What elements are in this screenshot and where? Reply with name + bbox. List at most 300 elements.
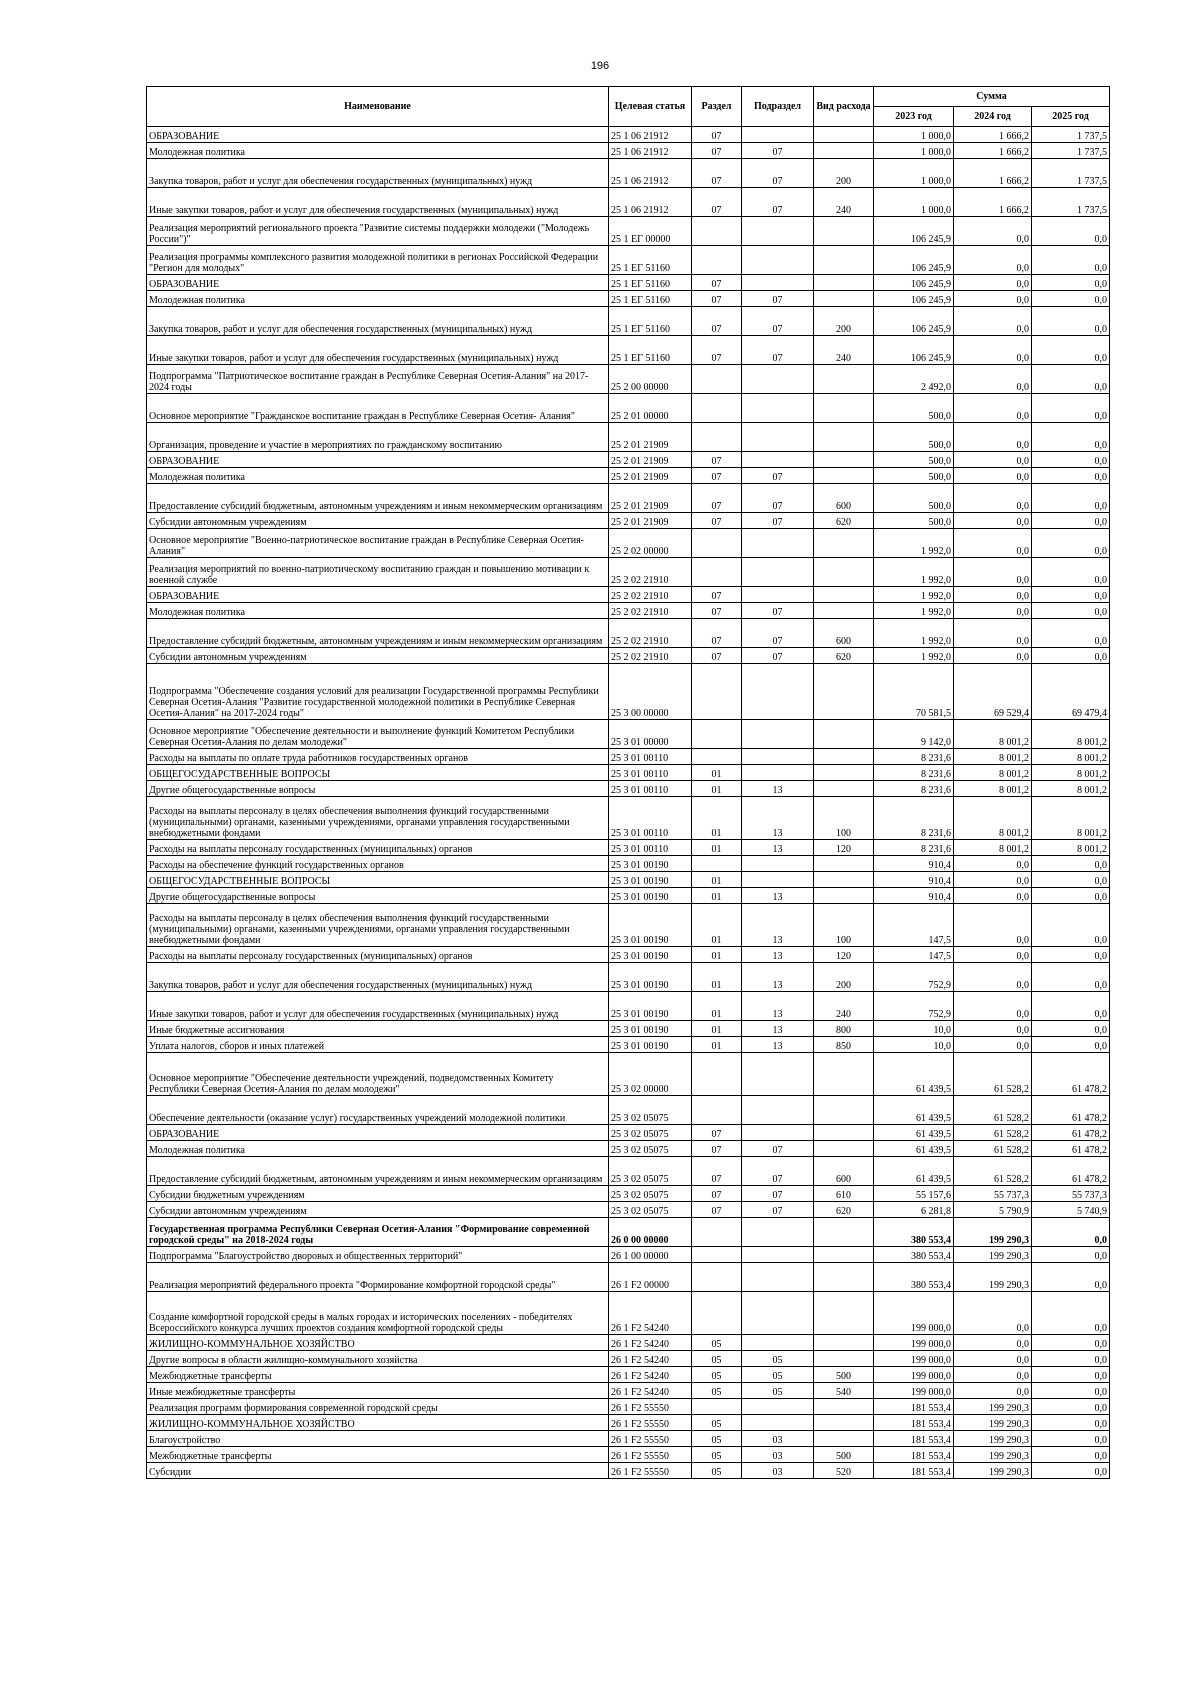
row-target-article: 25 3 01 00190 [609, 963, 692, 992]
table-row [147, 143, 1110, 159]
header-section: Раздел [692, 87, 742, 127]
row-name: Подпрограмма "Благоустройство дворовых и общественных территорий" [147, 1247, 609, 1263]
row-subsection: 07 [742, 1202, 814, 1218]
row-expense-type [814, 1415, 874, 1431]
row-name: Молодежная политика [147, 1141, 609, 1157]
row-sum-2023: 61 439,5 [874, 1096, 954, 1125]
row-name: ОБЩЕГОСУДАРСТВЕННЫЕ ВОПРОСЫ [147, 765, 609, 781]
row-name: Межбюджетные трансферты [147, 1367, 609, 1383]
row-sum-2024: 0,0 [954, 619, 1032, 648]
table-row [147, 1351, 1110, 1367]
row-expense-type [814, 1431, 874, 1447]
row-sum-2025: 61 478,2 [1032, 1053, 1110, 1096]
table-row [147, 468, 1110, 484]
row-name: Другие вопросы в области жилищно-коммунального хозяйства [147, 1351, 609, 1367]
row-name: Иные закупки товаров, работ и услуг для обеспечения государственных (муниципальных) нужд [147, 992, 609, 1021]
row-expense-type [814, 217, 874, 246]
row-section: 07 [692, 452, 742, 468]
row-name: Молодежная политика [147, 291, 609, 307]
row-subsection: 07 [742, 307, 814, 336]
row-name: Основное мероприятие "Обеспечение деятельности учреждений, подведомственных Комитету Республики Северная Осетия-Алания по делам молодежи" [147, 1053, 609, 1096]
row-sum-2025: 0,0 [1032, 856, 1110, 872]
row-expense-type: 100 [814, 797, 874, 840]
table-row [147, 1431, 1110, 1447]
table-row [147, 720, 1110, 749]
row-name: ОБРАЗОВАНИЕ [147, 587, 609, 603]
row-name: Подпрограмма "Патриотическое воспитание граждан в Республике Северная Осетия-Алания" на 2017-2024 годы [147, 365, 609, 394]
row-subsection: 07 [742, 468, 814, 484]
row-section [692, 394, 742, 423]
row-sum-2024: 199 290,3 [954, 1218, 1032, 1247]
row-section [692, 246, 742, 275]
row-sum-2023: 147,5 [874, 947, 954, 963]
row-section: 01 [692, 992, 742, 1021]
row-name: Расходы на выплаты персоналу в целях обеспечения выполнения функций государственными (муниципальными) органами, казенными учреждениями, органами управления государственными внебюджетными фондами [147, 797, 609, 840]
row-sum-2023: 1 000,0 [874, 143, 954, 159]
row-sum-2023: 10,0 [874, 1037, 954, 1053]
row-section: 07 [692, 587, 742, 603]
row-section: 01 [692, 1037, 742, 1053]
row-subsection: 05 [742, 1383, 814, 1399]
row-name: Субсидии бюджетным учреждениям [147, 1186, 609, 1202]
row-subsection: 07 [742, 1141, 814, 1157]
row-section [692, 529, 742, 558]
header-sum: Сумма [874, 87, 1110, 107]
row-sum-2024: 61 528,2 [954, 1125, 1032, 1141]
row-sum-2023: 9 142,0 [874, 720, 954, 749]
row-sum-2025: 1 737,5 [1032, 143, 1110, 159]
row-sum-2023: 10,0 [874, 1021, 954, 1037]
row-expense-type: 620 [814, 1202, 874, 1218]
row-target-article: 25 2 01 21909 [609, 452, 692, 468]
row-sum-2024: 8 001,2 [954, 781, 1032, 797]
row-subsection: 05 [742, 1351, 814, 1367]
row-expense-type: 600 [814, 484, 874, 513]
row-sum-2024: 8 001,2 [954, 720, 1032, 749]
row-target-article: 26 1 F2 00000 [609, 1263, 692, 1292]
row-section: 01 [692, 947, 742, 963]
table-row [147, 1447, 1110, 1463]
row-name: Субсидии автономным учреждениям [147, 513, 609, 529]
row-name: Субсидии [147, 1463, 609, 1479]
row-section: 07 [692, 1186, 742, 1202]
row-subsection: 07 [742, 336, 814, 365]
row-sum-2025: 0,0 [1032, 275, 1110, 291]
row-name: Молодежная политика [147, 468, 609, 484]
row-sum-2023: 199 000,0 [874, 1292, 954, 1335]
table-row [147, 1399, 1110, 1415]
row-sum-2024: 199 290,3 [954, 1399, 1032, 1415]
row-sum-2023: 8 231,6 [874, 781, 954, 797]
row-expense-type [814, 664, 874, 720]
row-section: 07 [692, 648, 742, 664]
row-expense-type [814, 888, 874, 904]
row-expense-type [814, 1292, 874, 1335]
row-target-article: 26 1 F2 55550 [609, 1463, 692, 1479]
row-section [692, 1218, 742, 1247]
row-section [692, 558, 742, 587]
row-sum-2024: 0,0 [954, 603, 1032, 619]
table-row [147, 619, 1110, 648]
row-target-article: 25 1 06 21912 [609, 143, 692, 159]
table-row [147, 840, 1110, 856]
row-name: Иные закупки товаров, работ и услуг для обеспечения государственных (муниципальных) нужд [147, 336, 609, 365]
row-target-article: 25 3 02 05075 [609, 1125, 692, 1141]
row-name: Закупка товаров, работ и услуг для обеспечения государственных (муниципальных) нужд [147, 963, 609, 992]
row-name: Иные бюджетные ассигнования [147, 1021, 609, 1037]
row-name: Молодежная политика [147, 603, 609, 619]
row-target-article: 26 1 00 00000 [609, 1247, 692, 1263]
row-sum-2023: 106 245,9 [874, 217, 954, 246]
row-sum-2025: 0,0 [1032, 872, 1110, 888]
row-section: 01 [692, 963, 742, 992]
row-section: 05 [692, 1463, 742, 1479]
row-sum-2024: 199 290,3 [954, 1415, 1032, 1431]
row-section: 05 [692, 1335, 742, 1351]
row-sum-2025: 0,0 [1032, 529, 1110, 558]
row-section: 07 [692, 291, 742, 307]
row-expense-type [814, 246, 874, 275]
row-sum-2025: 0,0 [1032, 1431, 1110, 1447]
row-sum-2025: 0,0 [1032, 587, 1110, 603]
row-subsection: 07 [742, 1157, 814, 1186]
row-target-article: 25 3 01 00110 [609, 840, 692, 856]
row-target-article: 25 3 01 00190 [609, 856, 692, 872]
row-subsection [742, 452, 814, 468]
table-row [147, 1367, 1110, 1383]
row-target-article: 26 1 F2 54240 [609, 1383, 692, 1399]
row-sum-2025: 8 001,2 [1032, 797, 1110, 840]
row-sum-2023: 8 231,6 [874, 765, 954, 781]
row-section: 07 [692, 1202, 742, 1218]
row-expense-type [814, 1399, 874, 1415]
row-subsection [742, 872, 814, 888]
row-expense-type [814, 1335, 874, 1351]
row-sum-2025: 61 478,2 [1032, 1141, 1110, 1157]
row-sum-2025: 0,0 [1032, 1292, 1110, 1335]
table-row [147, 336, 1110, 365]
table-row [147, 484, 1110, 513]
row-sum-2024: 0,0 [954, 904, 1032, 947]
table-row [147, 1141, 1110, 1157]
row-section: 07 [692, 188, 742, 217]
row-sum-2024: 0,0 [954, 992, 1032, 1021]
row-sum-2025: 69 479,4 [1032, 664, 1110, 720]
row-sum-2025: 8 001,2 [1032, 781, 1110, 797]
row-subsection [742, 1247, 814, 1263]
row-expense-type: 200 [814, 159, 874, 188]
row-expense-type: 120 [814, 947, 874, 963]
row-section: 05 [692, 1383, 742, 1399]
row-target-article: 25 2 01 21909 [609, 484, 692, 513]
row-sum-2024: 55 737,3 [954, 1186, 1032, 1202]
row-name: Закупка товаров, работ и услуг для обеспечения государственных (муниципальных) нужд [147, 307, 609, 336]
row-expense-type: 120 [814, 840, 874, 856]
row-sum-2024: 1 666,2 [954, 127, 1032, 143]
row-sum-2024: 61 528,2 [954, 1096, 1032, 1125]
row-section: 01 [692, 904, 742, 947]
row-expense-type [814, 275, 874, 291]
row-sum-2023: 106 245,9 [874, 291, 954, 307]
row-sum-2025: 8 001,2 [1032, 765, 1110, 781]
row-sum-2025: 0,0 [1032, 1247, 1110, 1263]
row-expense-type: 500 [814, 1447, 874, 1463]
row-expense-type [814, 1351, 874, 1367]
row-expense-type: 520 [814, 1463, 874, 1479]
row-sum-2023: 147,5 [874, 904, 954, 947]
table-row [147, 1053, 1110, 1096]
row-sum-2025: 0,0 [1032, 513, 1110, 529]
row-sum-2024: 0,0 [954, 872, 1032, 888]
row-name: ЖИЛИЩНО-КОММУНАЛЬНОЕ ХОЗЯЙСТВО [147, 1415, 609, 1431]
row-sum-2023: 106 245,9 [874, 307, 954, 336]
row-sum-2024: 1 666,2 [954, 188, 1032, 217]
row-sum-2024: 199 290,3 [954, 1247, 1032, 1263]
row-sum-2025: 0,0 [1032, 1037, 1110, 1053]
row-sum-2023: 910,4 [874, 872, 954, 888]
row-sum-2024: 0,0 [954, 529, 1032, 558]
row-sum-2025: 0,0 [1032, 963, 1110, 992]
row-subsection: 13 [742, 947, 814, 963]
table-row [147, 394, 1110, 423]
row-section [692, 423, 742, 452]
row-sum-2023: 199 000,0 [874, 1383, 954, 1399]
row-name: Благоустройство [147, 1431, 609, 1447]
table-row [147, 1125, 1110, 1141]
row-expense-type: 850 [814, 1037, 874, 1053]
row-target-article: 25 1 ЕГ 51160 [609, 336, 692, 365]
row-subsection [742, 394, 814, 423]
row-expense-type: 240 [814, 992, 874, 1021]
table-row [147, 513, 1110, 529]
row-sum-2023: 8 231,6 [874, 797, 954, 840]
row-sum-2024: 0,0 [954, 963, 1032, 992]
row-sum-2023: 181 553,4 [874, 1447, 954, 1463]
row-sum-2024: 0,0 [954, 513, 1032, 529]
table-row [147, 529, 1110, 558]
row-sum-2024: 199 290,3 [954, 1463, 1032, 1479]
row-sum-2024: 0,0 [954, 587, 1032, 603]
row-expense-type: 200 [814, 307, 874, 336]
row-subsection [742, 217, 814, 246]
table-row [147, 307, 1110, 336]
row-target-article: 25 3 01 00110 [609, 749, 692, 765]
row-expense-type: 500 [814, 1367, 874, 1383]
row-section: 07 [692, 127, 742, 143]
row-expense-type [814, 1263, 874, 1292]
row-sum-2024: 0,0 [954, 275, 1032, 291]
row-sum-2023: 181 553,4 [874, 1431, 954, 1447]
row-expense-type [814, 1096, 874, 1125]
row-subsection: 07 [742, 603, 814, 619]
row-sum-2025: 1 737,5 [1032, 188, 1110, 217]
row-target-article: 25 3 01 00110 [609, 781, 692, 797]
row-section [692, 1096, 742, 1125]
row-name: ОБЩЕГОСУДАРСТВЕННЫЕ ВОПРОСЫ [147, 872, 609, 888]
row-sum-2025: 0,0 [1032, 484, 1110, 513]
row-target-article: 25 2 01 21909 [609, 468, 692, 484]
row-name: Основное мероприятие "Военно-патриотическое воспитание граждан в Республике Северная Осетия- Алания" [147, 529, 609, 558]
row-subsection: 07 [742, 648, 814, 664]
header-year-2023: 2023 год [874, 107, 954, 127]
row-sum-2024: 0,0 [954, 856, 1032, 872]
row-section: 05 [692, 1431, 742, 1447]
row-target-article: 25 3 01 00190 [609, 947, 692, 963]
row-subsection: 03 [742, 1431, 814, 1447]
row-section [692, 217, 742, 246]
row-target-article: 25 2 01 00000 [609, 394, 692, 423]
row-sum-2025: 0,0 [1032, 336, 1110, 365]
row-subsection [742, 1263, 814, 1292]
row-section [692, 749, 742, 765]
row-sum-2024: 0,0 [954, 558, 1032, 587]
row-expense-type: 800 [814, 1021, 874, 1037]
row-sum-2024: 69 529,4 [954, 664, 1032, 720]
row-sum-2025: 61 478,2 [1032, 1096, 1110, 1125]
row-subsection: 13 [742, 888, 814, 904]
row-sum-2023: 181 553,4 [874, 1415, 954, 1431]
row-sum-2023: 1 992,0 [874, 648, 954, 664]
row-name: Организация, проведение и участие в мероприятиях по гражданскому воспитанию [147, 423, 609, 452]
row-sum-2024: 0,0 [954, 423, 1032, 452]
row-target-article: 26 1 F2 54240 [609, 1351, 692, 1367]
row-sum-2023: 910,4 [874, 856, 954, 872]
table-row [147, 246, 1110, 275]
row-expense-type [814, 468, 874, 484]
row-section: 05 [692, 1415, 742, 1431]
row-sum-2024: 8 001,2 [954, 840, 1032, 856]
row-subsection: 13 [742, 1037, 814, 1053]
row-expense-type [814, 587, 874, 603]
table-row [147, 1186, 1110, 1202]
table-row [147, 127, 1110, 143]
row-sum-2024: 0,0 [954, 452, 1032, 468]
row-subsection: 07 [742, 188, 814, 217]
row-sum-2023: 61 439,5 [874, 1125, 954, 1141]
row-section: 07 [692, 336, 742, 365]
row-subsection [742, 1125, 814, 1141]
row-subsection: 07 [742, 513, 814, 529]
row-subsection: 07 [742, 143, 814, 159]
row-expense-type [814, 127, 874, 143]
row-section: 01 [692, 781, 742, 797]
row-name: Расходы на выплаты персоналу государственных (муниципальных) органов [147, 840, 609, 856]
row-target-article: 26 1 F2 55550 [609, 1399, 692, 1415]
row-sum-2025: 0,0 [1032, 1335, 1110, 1351]
table-row [147, 1021, 1110, 1037]
table-row [147, 992, 1110, 1021]
row-sum-2023: 752,9 [874, 963, 954, 992]
row-target-article: 25 3 01 00190 [609, 992, 692, 1021]
row-sum-2023: 181 553,4 [874, 1399, 954, 1415]
table-row [147, 1263, 1110, 1292]
row-sum-2024: 0,0 [954, 365, 1032, 394]
row-subsection [742, 127, 814, 143]
table-row [147, 947, 1110, 963]
row-sum-2023: 8 231,6 [874, 840, 954, 856]
row-target-article: 25 1 ЕГ 51160 [609, 246, 692, 275]
row-section [692, 856, 742, 872]
row-name: Предоставление субсидий бюджетным, автономным учреждениям и иным некоммерческим организациям [147, 484, 609, 513]
row-sum-2024: 199 290,3 [954, 1263, 1032, 1292]
row-sum-2024: 5 790,9 [954, 1202, 1032, 1218]
row-name: ОБРАЗОВАНИЕ [147, 452, 609, 468]
row-subsection: 03 [742, 1447, 814, 1463]
row-sum-2025: 0,0 [1032, 1263, 1110, 1292]
row-name: Создание комфортной городской среды в малых городах и исторических поселениях - победителях Всероссийского конкурса лучших проектов создания комфортной городской среды [147, 1292, 609, 1335]
row-section: 01 [692, 765, 742, 781]
row-name: Субсидии автономным учреждениям [147, 648, 609, 664]
row-name: Основное мероприятие "Гражданское воспитание граждан в Республике Северная Осетия- Алания" [147, 394, 609, 423]
row-name: Расходы на обеспечение функций государственных органов [147, 856, 609, 872]
row-expense-type: 600 [814, 1157, 874, 1186]
row-sum-2023: 380 553,4 [874, 1263, 954, 1292]
row-subsection: 07 [742, 291, 814, 307]
row-expense-type: 620 [814, 513, 874, 529]
row-sum-2024: 8 001,2 [954, 749, 1032, 765]
row-target-article: 25 1 ЕГ 51160 [609, 275, 692, 291]
row-section: 07 [692, 468, 742, 484]
row-expense-type [814, 423, 874, 452]
row-sum-2023: 55 157,6 [874, 1186, 954, 1202]
table-row [147, 1415, 1110, 1431]
row-subsection [742, 275, 814, 291]
header-year-2025: 2025 год [1032, 107, 1110, 127]
row-target-article: 25 1 06 21912 [609, 127, 692, 143]
row-sum-2023: 106 245,9 [874, 336, 954, 365]
row-sum-2025: 8 001,2 [1032, 749, 1110, 765]
table-row [147, 781, 1110, 797]
row-sum-2023: 752,9 [874, 992, 954, 1021]
row-sum-2025: 1 737,5 [1032, 159, 1110, 188]
row-section: 01 [692, 1021, 742, 1037]
row-section: 07 [692, 1125, 742, 1141]
row-section: 01 [692, 888, 742, 904]
row-name: Реализация мероприятий федерального проекта "Формирование комфортной городской среды" [147, 1263, 609, 1292]
table-row [147, 1383, 1110, 1399]
row-sum-2023: 910,4 [874, 888, 954, 904]
row-section [692, 1399, 742, 1415]
row-section: 05 [692, 1367, 742, 1383]
row-sum-2025: 0,0 [1032, 307, 1110, 336]
table-row [147, 365, 1110, 394]
row-name: Расходы на выплаты персоналу в целях обеспечения выполнения функций государственными (муниципальными) органами, казенными учреждениями, органами управления государственными внебюджетными фондами [147, 904, 609, 947]
row-target-article: 25 3 00 00000 [609, 664, 692, 720]
row-target-article: 25 2 01 21909 [609, 423, 692, 452]
row-section: 07 [692, 307, 742, 336]
row-sum-2025: 0,0 [1032, 1351, 1110, 1367]
row-sum-2023: 106 245,9 [874, 275, 954, 291]
row-sum-2025: 8 001,2 [1032, 840, 1110, 856]
row-section [692, 1263, 742, 1292]
row-sum-2025: 0,0 [1032, 619, 1110, 648]
row-sum-2023: 199 000,0 [874, 1335, 954, 1351]
row-expense-type [814, 603, 874, 619]
table-row [147, 664, 1110, 720]
row-sum-2025: 0,0 [1032, 1367, 1110, 1383]
row-subsection [742, 246, 814, 275]
row-expense-type [814, 749, 874, 765]
row-sum-2023: 1 992,0 [874, 558, 954, 587]
row-subsection: 03 [742, 1463, 814, 1479]
row-name: Предоставление субсидий бюджетным, автономным учреждениям и иным некоммерческим организациям [147, 1157, 609, 1186]
row-target-article: 25 2 02 21910 [609, 558, 692, 587]
row-sum-2023: 106 245,9 [874, 246, 954, 275]
row-expense-type [814, 1125, 874, 1141]
row-sum-2025: 0,0 [1032, 1218, 1110, 1247]
row-target-article: 25 3 01 00190 [609, 1037, 692, 1053]
row-section [692, 365, 742, 394]
